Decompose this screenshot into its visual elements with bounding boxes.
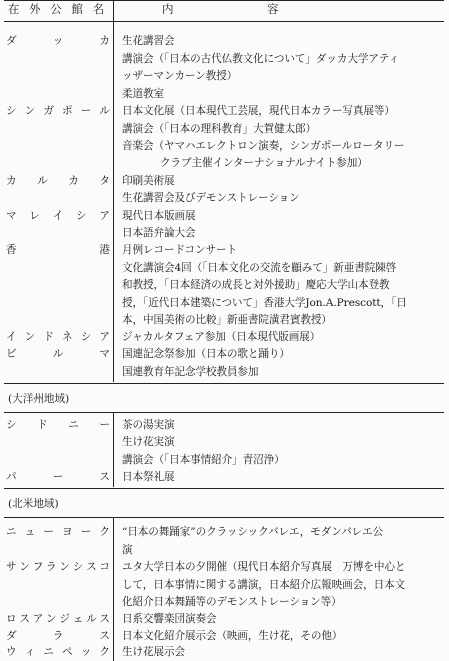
location-char: シ: [72, 561, 84, 573]
location-char: ン: [19, 561, 30, 573]
content-line: 講演会（「日本の古代仏教文化について」ダッカ大学アティ: [122, 53, 399, 65]
content-line: 日系交響楽団演奏会: [122, 613, 217, 625]
location-hong-kong: [6, 245, 110, 256]
location-char: カ: [68, 175, 79, 187]
location-char: ダ: [6, 35, 17, 47]
top-rule: [4, 0, 444, 1]
content-line: ジャカルタフェア参加（日本現代版画展）: [122, 331, 321, 343]
location-char: イ: [6, 331, 17, 343]
section-rule: [4, 412, 444, 413]
location-char: ニ: [68, 419, 79, 431]
location-char: 香: [6, 244, 17, 256]
location-indonesia: [6, 332, 110, 343]
location-char: ネ: [62, 331, 73, 343]
content-line: ユタ大学日本の夕開催（現代日本紹介写真展 万博を中心と: [122, 561, 406, 573]
location-char: ポ: [62, 105, 73, 117]
location-char: ッ: [80, 646, 92, 658]
location-char: レ: [29, 210, 40, 222]
content-line: 国連記念祭参加（日本の歌と踊り）: [122, 348, 290, 360]
location-char: マ: [99, 348, 110, 360]
location-char: ン: [24, 331, 36, 343]
content-line: 日本祭礼展: [122, 471, 175, 483]
location-char: ッ: [52, 35, 64, 47]
content-line: 講演会（「日本事情紹介」青沼浄）: [122, 454, 285, 466]
location-char: ス: [99, 471, 110, 483]
location-char: ア: [32, 613, 44, 625]
location-char: シ: [6, 419, 17, 431]
content-line: 日本文化紹介展示会（映画，生け花，その他）: [122, 630, 343, 642]
content-line: 文化講演会4回（「日本文化の交流を顧みて」新亜書院陳啓: [122, 262, 397, 274]
location-char: ア: [99, 331, 110, 343]
region-heading-oceania: (大洋州地域): [8, 393, 70, 405]
content-line: 柔道教室: [122, 88, 164, 100]
location-char: サ: [6, 561, 17, 573]
location-char: ー: [80, 105, 92, 117]
location-char: カ: [99, 35, 110, 47]
column-divider: [113, 517, 114, 661]
content-line: 生花講習会及びデモンストレーション: [122, 192, 300, 204]
location-char: ン: [24, 105, 36, 117]
location-char: ヨ: [62, 526, 73, 538]
location-los-angeles: [6, 614, 110, 625]
location-char: ラ: [46, 561, 57, 573]
content-line: 生け花展示会: [122, 646, 185, 658]
location-char: ル: [86, 613, 97, 625]
location-char: ー: [99, 419, 110, 431]
location-char: ド: [43, 331, 54, 343]
location-char: ニ: [43, 646, 54, 658]
location-char: イ: [52, 210, 64, 222]
location-char: ー: [80, 526, 92, 538]
location-char: ー: [43, 526, 54, 538]
location-char: ガ: [43, 105, 54, 117]
location-char: ン: [46, 613, 57, 625]
location-char: ウ: [6, 646, 17, 658]
location-char: ス: [86, 561, 97, 573]
location-char: シ: [6, 105, 17, 117]
column-divider: [113, 340, 114, 382]
location-char: ィ: [24, 646, 36, 658]
location-sydney: [6, 420, 110, 431]
location-char: ビ: [6, 348, 17, 360]
content-line: クラブ主催インターナショナルナイト参加）: [160, 157, 368, 169]
location-char: ー: [52, 471, 64, 483]
content-line: ッザーマンカーン教授）: [122, 70, 238, 82]
location-char: ダ: [6, 630, 17, 642]
content-line: 印刷美術展: [122, 175, 175, 187]
location-dhaka: [6, 36, 110, 47]
content-line: 生花講習会: [122, 35, 175, 47]
content-line: 授，「近代日本建築について」香港大学Jon.A.Prescott，「日: [122, 297, 407, 309]
location-char: ェ: [72, 613, 84, 625]
content-line: 日本語弁論大会: [122, 227, 196, 239]
location-char: ル: [37, 175, 48, 187]
location-char: シ: [80, 331, 92, 343]
location-char: フ: [32, 561, 44, 573]
location-char: シ: [76, 210, 87, 222]
location-char: ル: [52, 348, 64, 360]
content-line: 月例レコードコンサート: [122, 244, 238, 256]
content-line: 音楽会（ヤマハエレクトロン演奏，シンガポールロータリー: [122, 140, 405, 152]
column-divider: [113, 412, 114, 487]
location-char: ル: [99, 105, 110, 117]
section-rule: [4, 517, 444, 518]
location-char: ス: [99, 613, 110, 625]
content-line: 化紹介日本舞踊等のデモンストレーション等）: [122, 596, 342, 608]
location-char: タ: [99, 175, 110, 187]
location-perth: [6, 472, 110, 483]
content-line: 講演会（「日本の理科教育」大賀健太郎）: [122, 123, 317, 135]
location-char: カ: [6, 175, 17, 187]
location-san-francisco: [6, 562, 110, 573]
location-char: ク: [99, 646, 110, 658]
section-rule: [4, 488, 444, 489]
content-line: “日本の舞踊家”のクラッシックバレエ，モダンバレエ公: [122, 526, 384, 538]
column-divider: [113, 0, 114, 352]
location-char: ア: [99, 210, 110, 222]
header-rule: [4, 21, 444, 22]
content-line: 国連教育年記念学校教員参加: [122, 366, 259, 378]
header-location: 在 外 公 館 名: [8, 2, 108, 16]
location-dallas: [6, 631, 110, 642]
location-char: ド: [37, 419, 48, 431]
content-line: 現代日本版画展: [122, 210, 196, 222]
content-line: 和教授，「日本経済の成長と対外援助」慶応大学山本登教: [122, 279, 390, 291]
content-line: 生け花実演: [122, 436, 175, 448]
location-char: パ: [6, 471, 17, 483]
location-char: ペ: [62, 646, 73, 658]
location-char: マ: [6, 210, 17, 222]
location-burma: [6, 349, 110, 360]
content-line: 茶の湯実演: [122, 419, 175, 431]
location-char: ス: [99, 630, 110, 642]
region-heading-north-america: (北米地域): [8, 498, 59, 510]
location-char: ュ: [24, 526, 36, 538]
location-char: コ: [99, 561, 110, 573]
location-char: ジ: [59, 613, 70, 625]
location-singapore: [6, 106, 110, 117]
location-malaysia: [6, 211, 110, 222]
location-char: ン: [59, 561, 70, 573]
location-char: ス: [19, 613, 30, 625]
section-rule: [4, 383, 444, 384]
location-calcutta: [6, 176, 110, 187]
content-line: 演: [122, 544, 133, 556]
location-char: ニ: [6, 526, 17, 538]
content-line: 日本文化展（日本現代工芸展，現代日本カラー写真展等）: [122, 105, 395, 117]
location-char: ラ: [52, 630, 64, 642]
location-new-york: [6, 527, 110, 538]
location-char: 港: [99, 244, 110, 256]
header-content: 内 容: [162, 2, 285, 16]
location-winnipeg: [6, 647, 110, 658]
content-line: 本，中国美術の比較」新亜書院潢君賓教授）: [122, 314, 332, 326]
location-char: ク: [99, 526, 110, 538]
location-char: ロ: [6, 613, 17, 625]
content-line: して，日本事情に関する講演，日本紹介広報映画会，日本文: [122, 579, 406, 591]
